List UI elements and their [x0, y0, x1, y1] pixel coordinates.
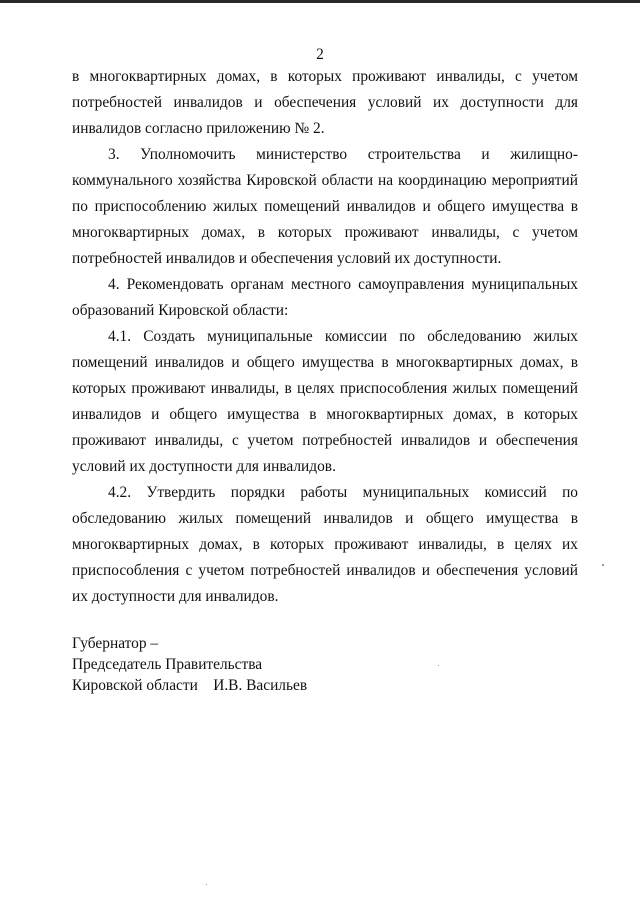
paragraph-item-4-1: 4.1. Создать муниципальные комиссии по обследованию жилых помещений инвалидов и общего имущества в многоквартирных домах, в которых проживают инвалиды, в целях приспособления жилых помещений инвалидов и общего имущества в многоквартирных домах, в которых проживают инвалиды, с учетом потребностей инвалидов и обеспечения условий их доступности для инвалидов. — [72, 328, 578, 475]
paragraph-item-3: 3. Уполномочить министерство строительства и жилищно-коммунального хозяйства Кировской области на координацию мероприятий по приспособлению жилых помещений инвалидов и общего имущества в многоквартирных домах, в которых проживают инвалиды, с учетом потребностей инвалидов и обеспечения условий их доступности. — [72, 146, 578, 267]
signature-block — [72, 633, 472, 696]
signature-name: Кировской области И.В. Васильев — [72, 677, 308, 694]
paragraph-item-4: 4. Рекомендовать органам местного самоуправления муниципальных образований Кировской области: — [72, 276, 578, 319]
signature-title: Губернатор – — [72, 635, 159, 652]
scan-speck — [206, 884, 207, 885]
paragraph-item-4-2: 4.2. Утвердить порядки работы муниципальных комиссий по обследованию жилых помещений инвалидов и общего имущества в многоквартирных домах, в которых проживают инвалиды, в целях их приспособления с учетом потребностей инвалидов и обеспечения условий их доступности для инвалидов. — [72, 484, 578, 605]
document-body — [72, 64, 578, 610]
paragraph-continuation: в многоквартирных домах, в которых проживают инвалиды, с учетом потребностей инвалидов и обеспечения условий их доступности для инвалидов согласно приложению № 2. — [72, 68, 578, 137]
scan-speck — [438, 665, 439, 666]
page-number: 2 — [316, 46, 324, 63]
top-border-line — [0, 0, 640, 3]
signature-position: Председатель Правительства — [72, 656, 263, 673]
scan-speck — [602, 564, 604, 566]
